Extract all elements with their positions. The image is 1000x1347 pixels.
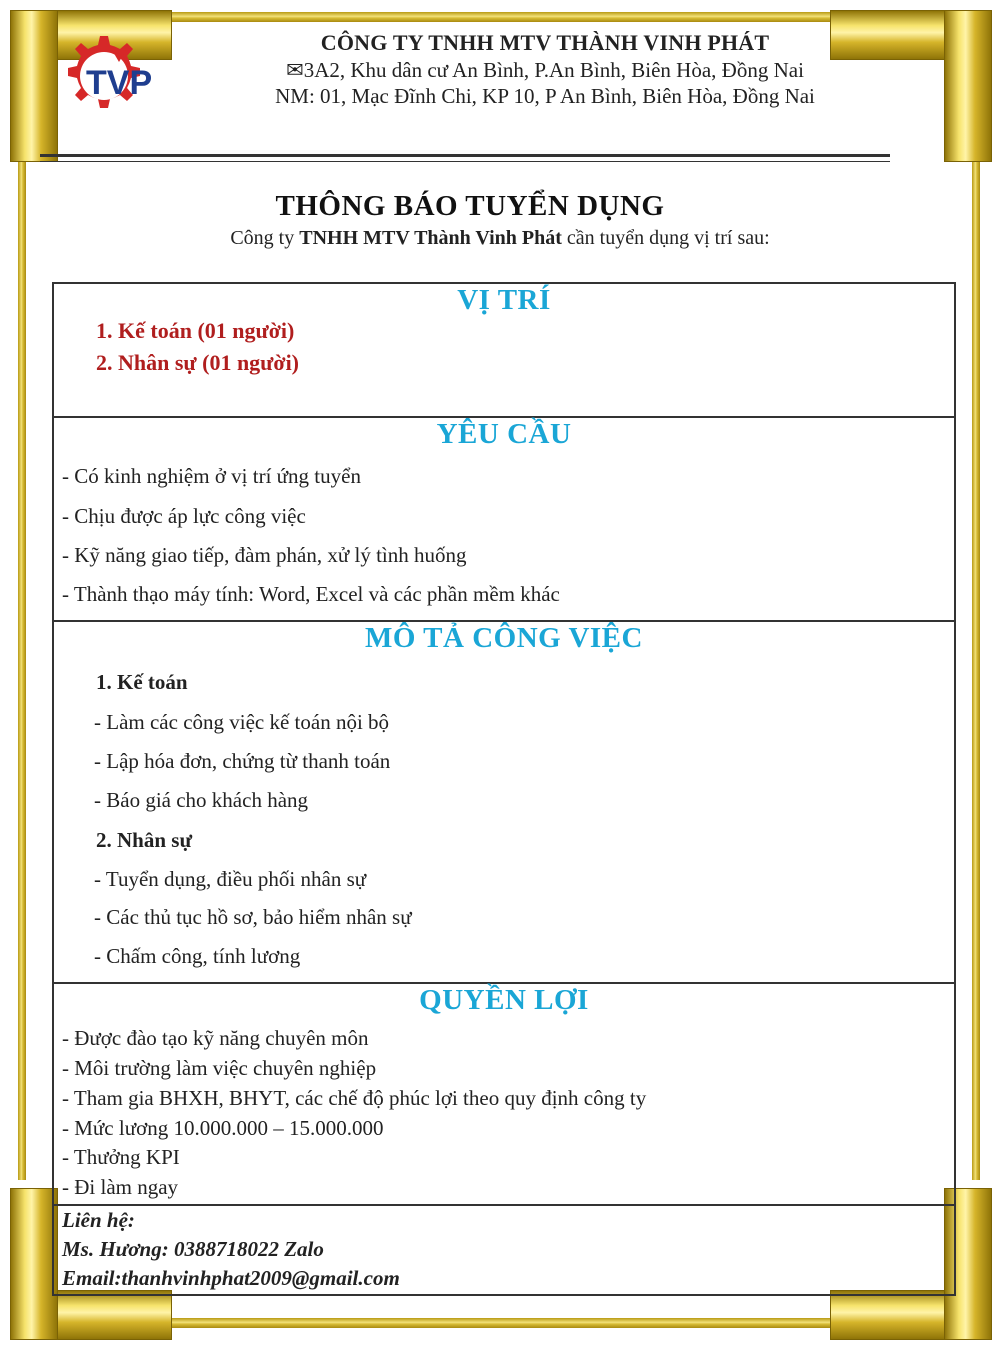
positions-title: VỊ TRÍ <box>457 284 551 316</box>
benefit-item: - Được đào tạo kỹ năng chuyên môn <box>62 1026 369 1050</box>
requirements-title: YÊU CẦU <box>436 418 572 450</box>
address-line-1: 3A2, Khu dân cư An Bình, P.An Bình, Biên Hòa, Đồng Nai <box>303 58 804 82</box>
contact-person: Ms. Hương: 0388718022 Zalo <box>62 1237 324 1261</box>
requirement-item-4: - Thành thạo máy tính: Word, Excel và các phần mềm khác <box>62 582 560 606</box>
position-item-1: 1. Kế toán (01 người) <box>96 318 295 343</box>
requirement-item-2: - Chịu được áp lực công việc <box>62 504 306 528</box>
requirement-item-3: - Kỹ năng giao tiếp, đàm phán, xử lý tình huống <box>62 543 467 567</box>
requirement-item-1: - Có kinh nghiệm ở vị trí ứng tuyển <box>62 464 361 488</box>
company-address <box>250 58 840 83</box>
frame-bottom-bar <box>150 1318 850 1328</box>
intro-text <box>100 227 900 250</box>
benefit-item: - Môi trường làm việc chuyên nghiệp <box>62 1056 377 1080</box>
frame-left-bar <box>18 150 26 1180</box>
contact-section <box>52 1204 956 1296</box>
benefit-item: - Đi làm ngay <box>62 1175 179 1199</box>
description-section <box>52 620 956 984</box>
description-item: - Các thủ tục hồ sơ, bảo hiểm nhân sự <box>94 905 412 929</box>
benefit-item: - Thưởng KPI <box>62 1145 180 1169</box>
positions-section <box>52 282 956 418</box>
frame-corner-top-left-vertical <box>10 10 58 162</box>
page-title: THÔNG BÁO TUYỂN DỤNG <box>275 190 665 222</box>
benefits-title: QUYỀN LỢI <box>419 984 589 1016</box>
benefit-item: - Tham gia BHXH, BHYT, các chế độ phúc lợi theo quy định công ty <box>62 1086 647 1110</box>
position-item-2: 2. Nhân sự (01 người) <box>96 350 300 375</box>
description-item: - Chấm công, tính lương <box>94 944 301 968</box>
description-item: - Báo giá cho khách hàng <box>94 788 309 812</box>
frame-corner-bottom-left-vertical <box>10 1188 58 1340</box>
header-divider-thick <box>40 154 890 157</box>
intro-company: TNHH MTV Thành Vinh Phát <box>299 227 562 249</box>
company-logo <box>52 28 170 128</box>
company-name: CÔNG TY TNHH MTV THÀNH VINH PHÁT <box>320 30 770 55</box>
intro-after: cần tuyển dụng vị trí sau: <box>561 227 770 249</box>
frame-right-bar <box>972 150 980 1180</box>
envelope-icon: ✉ <box>286 58 304 82</box>
header-divider-thin <box>40 161 890 162</box>
description-heading-accounting: 1. Kế toán <box>96 670 188 694</box>
logo-text: TVP <box>86 64 153 102</box>
benefits-section <box>52 982 956 1206</box>
gear-logo-icon <box>52 28 170 128</box>
intro-before: Công ty <box>230 227 300 249</box>
factory-address: NM: 01, Mạc Đĩnh Chi, KP 10, P An Bình, Biên Hòa, Đồng Nai <box>275 84 815 108</box>
description-title: MÔ TẢ CÔNG VIỆC <box>365 622 643 654</box>
description-item: - Lập hóa đơn, chứng từ thanh toán <box>94 749 391 773</box>
requirements-section <box>52 416 956 622</box>
description-item: - Làm các công việc kế toán nội bộ <box>94 710 390 734</box>
benefit-item: - Mức lương 10.000.000 – 15.000.000 <box>62 1116 384 1140</box>
contact-email: Email:thanhvinhphat2009@gmail.com <box>62 1266 400 1290</box>
contact-label: Liên hệ: <box>62 1208 135 1232</box>
description-heading-hr: 2. Nhân sự <box>96 828 193 852</box>
frame-corner-top-right-vertical <box>944 10 992 162</box>
frame-top-bar <box>150 12 850 22</box>
description-item: - Tuyển dụng, điều phối nhân sự <box>94 867 367 891</box>
